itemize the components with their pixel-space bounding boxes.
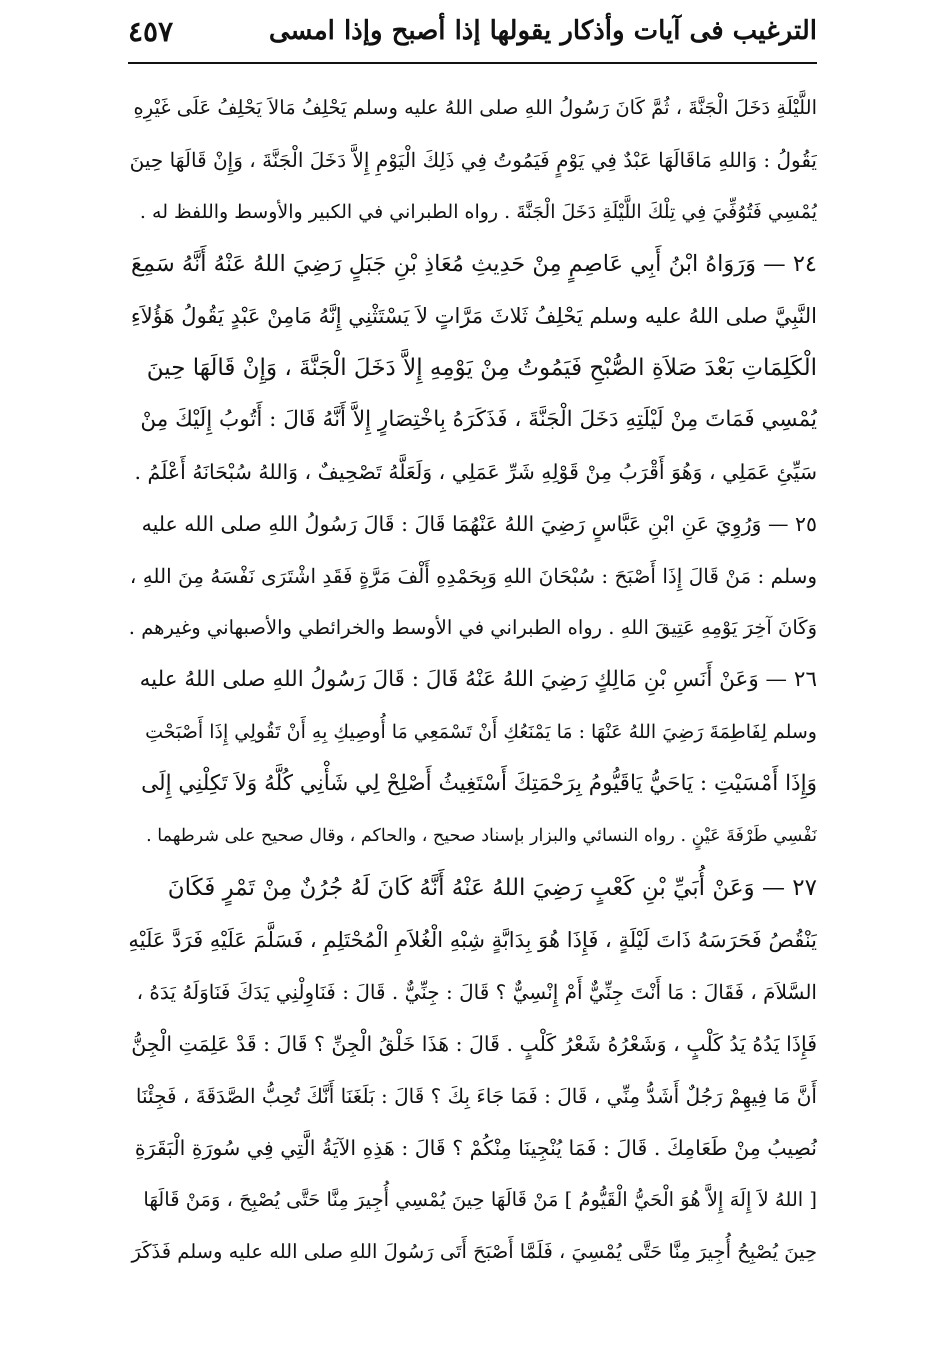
- text-line: نُصِيبُ مِنْ طَعَامِكَ . قَالَ : فَمَا يُنْجِينَا مِنْكُمْ ؟ قَالَ : هَذِهِ الآيَةُ الَّتِي فِي سُورَةِ الْبَقَرَةِ: [134, 1136, 817, 1160]
- text-line: أَنَّ مَا فِيهِمْ رَجُلٌ أَشَدُّ مِنِّي ، قَالَ : فَمَا جَاءَ بِكَ ؟ قَالَ : بَلَغَنَا أَنَّكَ تُحِبُّ الصَّدَقَةَ ، فَجِئْنَا: [135, 1084, 817, 1108]
- body-text: [128, 82, 817, 1278]
- text-line: يَقُولُ : وَاللهِ مَاقَالَهَا عَبْدٌ فِي يَوْمٍ فَيَمُوتُ فِي ذَلِكَ الْيَوْمِ إِلاَّ دَخَلَ الْجَنَّةَ ، وَإِنْ قَالَهَا حِينَ: [129, 148, 817, 172]
- page-header: [128, 8, 817, 54]
- text-line: يُمْسِي فَمَاتَ مِنْ لَيْلَتِهِ دَخَلَ الْجَنَّةَ ، فَذَكَرَهُ بِاخْتِصَارٍ إِلاَّ أَنَّهُ قَالَ : أَتُوبُ إِلَيْكَ مِنْ: [140, 407, 817, 432]
- text-line: النَّبِيَّ صلى اللهُ عليه وسلم يَحْلِفُ ثَلاثَ مَرَّاتٍ لاَ يَسْتَثْنِي إِنَّهُ مَامِنْ عَبْدٍ يَقُولُ هَؤُلاَءِ: [130, 304, 817, 328]
- text-line: الْكَلِمَاتِ بَعْدَ صَلاَةِ الصُّبْحِ فَيَمُوتُ مِنْ يَوْمِهِ إِلاَّ دَخَلَ الْجَنَّةَ ، وَإِنْ قَالَهَا حِينَ: [146, 355, 817, 381]
- text-line: حِينَ يُصْبِحُ أُجِيرَ مِنَّا حَتَّى يُمْسِيَ ، فَلَمَّا أَصْبَحَ أَتَى رَسُولَ اللهِ صلى الله عليه وسلم فَذَكَرَ: [131, 1240, 817, 1263]
- running-title: الترغيب فى آيات وأذكار يقولها إذا أصبح وإذا امسى: [268, 16, 817, 46]
- text-line: ٢٦ — وَعَنْ أَنَسِ بْنِ مَالِكٍ رَضِيَ اللهُ عَنْهُ قَالَ : قَالَ رَسُولُ اللهِ صلى اللهُ عليه: [139, 667, 817, 692]
- text-line: يُمْسِي فَتُوُفِّيَ فِي تِلْكَ اللَّيْلَةِ دَخَلَ الْجَنَّةَ . رواه الطبراني في الكبير والأوسط واللفظ له .: [139, 201, 817, 223]
- text-line: [ اللهُ لاَ إِلَهَ إِلاَّ هُوَ الْحَيُّ الْقَيُّومُ ] مَنْ قَالَهَا حِينَ يُمْسِي أُجِيرَ مِنَّا حَتَّى يُصْبِحَ ، وَمَنْ قَالَهَا: [143, 1188, 817, 1211]
- text-line: نَفْسِي طَرْفَةَ عَيْنٍ . رواه النسائي والبزار بإسناد صحيح ، والحاكم ، وقال صحيح على شرطهما .: [146, 826, 817, 846]
- page-number: ٤٥٧: [128, 14, 174, 48]
- text-line: سَيِّئِ عَمَلِي ، وَهُوَ أَقْرَبُ مِنْ قَوْلِهِ شَرِّ عَمَلِي ، وَلَعَلَّهُ تَصْحِيفٌ ، وَاللهُ سُبْحَانَهُ أَعْلَمُ .: [134, 460, 817, 484]
- text-line: السَّلاَمَ ، فَقَالَ : مَا أَنْتَ جِنِّيٌّ أَمْ إِنْسِيٌّ ؟ قَالَ : جِنِّيٌّ . قَالَ : فَنَاوِلْنِي يَدَكَ فَنَاوَلَهُ يَدَهُ ،: [136, 980, 817, 1004]
- text-line: ٢٧ — وَعَنْ أُبَيِّ بْنِ كَعْبٍ رَضِيَ اللهُ عَنْهُ أَنَّهُ كَانَ لَهُ جُرُنٌ مِنْ تَمْرٍ فَكَانَ: [167, 875, 817, 901]
- text-line: ٢٤ — وَرَوَاهُ ابْنُ أَبِي عَاصِمٍ مِنْ حَدِيثِ مُعَاذِ بْنِ جَبَلٍ رَضِيَ اللهُ عَنْهُ أَنَّهُ سَمِعَ: [130, 251, 817, 277]
- text-line: فَإِذَا يَدُهُ يَدُ كَلْبٍ ، وَشَعْرُهُ شَعْرُ كَلْبٍ . قَالَ : هَذَا خَلْقُ الْجِنِّ ؟ قَالَ : قَدْ عَلِمَتِ الْجِنُّ: [131, 1032, 817, 1056]
- text-line: وسلم لِفَاطِمَةَ رَضِيَ اللهُ عَنْهَا : مَا يَمْنَعُكِ أَنْ تَسْمَعِي مَا أُوصِيكِ بِهِ أَنْ تَقُولِي إِذَا أَصْبَحْتِ: [145, 721, 817, 743]
- text-line: يَنْقُصُ فَحَرَسَهُ ذَاتَ لَيْلَةٍ ، فَإِذَا هُوَ بِدَابَّةٍ شِبْهِ الْغُلاَمِ الْمُحْتَلِمِ ، فَسَلَّمَ عَلَيْهِ فَرَدَّ عَلَيْهِ: [128, 928, 817, 952]
- header-rule: [128, 62, 817, 64]
- text-line: وسلم : مَنْ قَالَ إِذَا أَصْبَحَ : سُبْحَانَ اللهِ وَبِحَمْدِهِ أَلْفَ مَرَّةٍ فَقَدِ اشْتَرَى نَفْسَهُ مِنَ اللهِ ،: [129, 564, 817, 588]
- text-line: وَكَانَ آخِرَ يَوْمِهِ عَتِيقَ اللهِ . رواه الطبراني في الأوسط والخرائطي والأصبهاني وغيرهم .: [128, 616, 817, 639]
- text-line: ٢٥ — وَرُوِيَ عَنِ ابْنِ عَبَّاسٍ رَضِيَ اللهُ عَنْهُمَا قَالَ : قَالَ رَسُولُ اللهِ صلى الله عليه: [141, 512, 817, 536]
- text-line: اللَّيْلَةِ دَخَلَ الْجَنَّةَ ، ثُمَّ كَانَ رَسُولُ اللهِ صلى اللهُ عليه وسلم يَحْلِفُ مَالاَ يَحْلِفُ عَلَى غَيْرِهِ: [133, 96, 817, 119]
- text-line: وَإِذَا أَمْسَيْتِ : يَاحَيُّ يَاقَيُّومُ بِرَحْمَتِكَ أَسْتَغِيثُ أَصْلِحْ لِي شَأْنِي كُلَّهُ وَلاَ تَكِلْنِي إِلَى: [141, 771, 817, 796]
